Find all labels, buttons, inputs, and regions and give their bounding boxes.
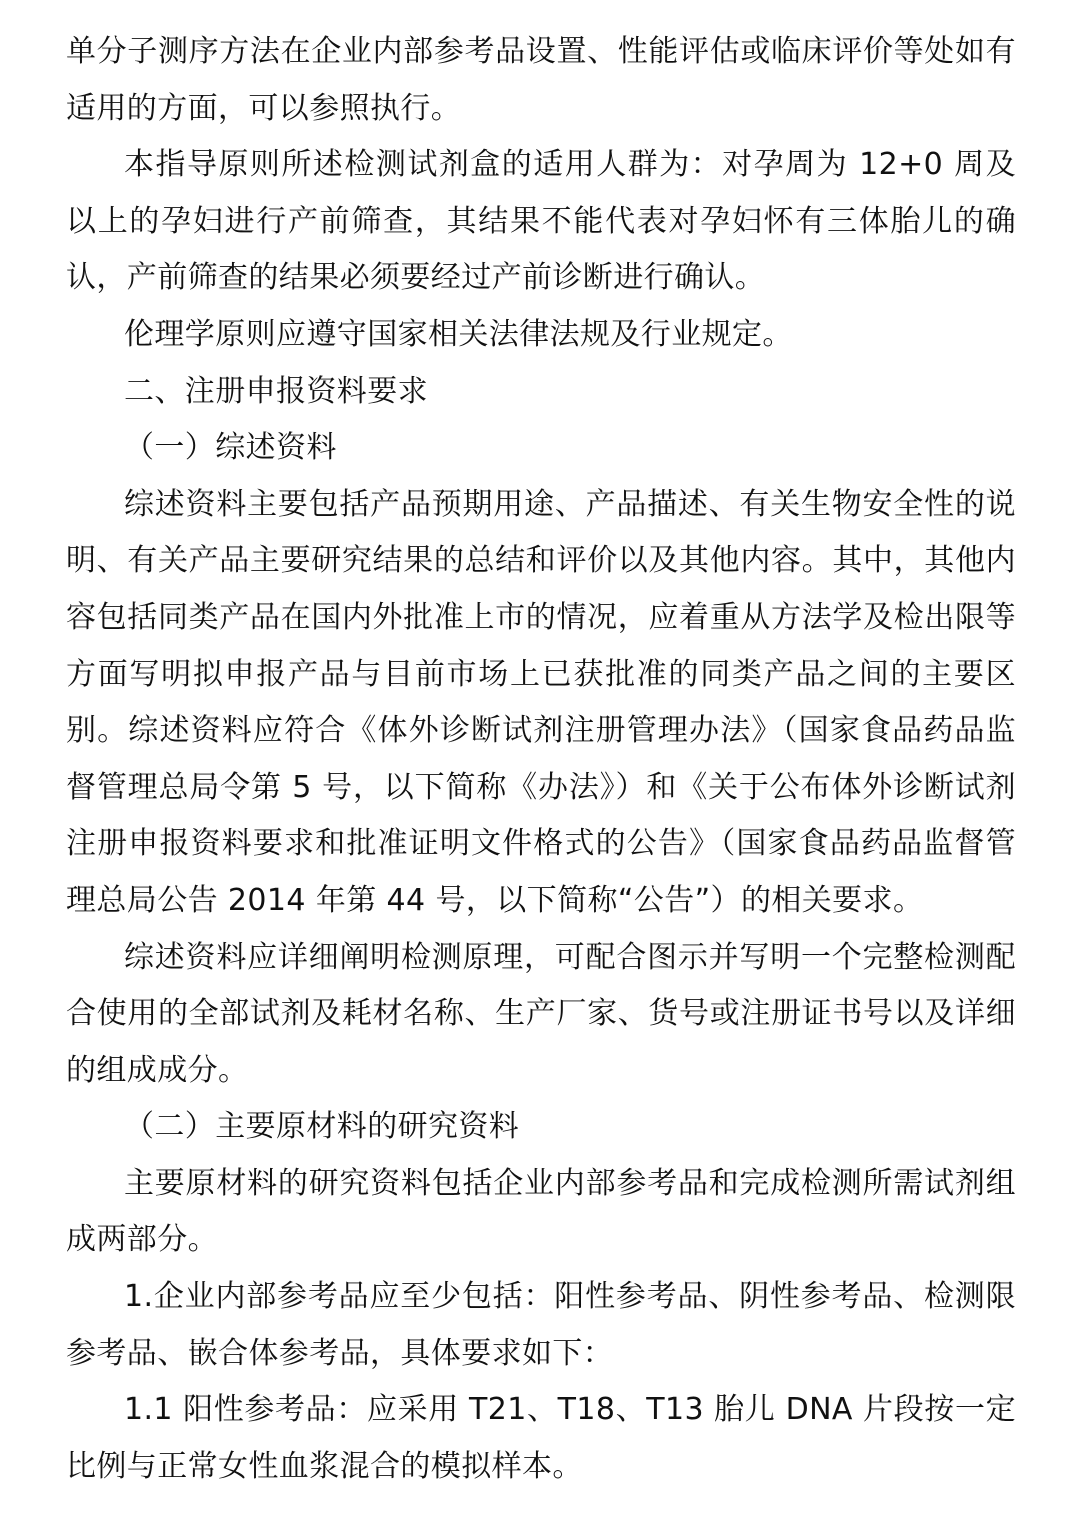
document-page [66,24,1016,1495]
paragraph-6: 综述资料主要包括产品预期用途、产品描述、有关生物安全性的说明、有关产品主要研究结果的总结和评价以及其他内容。其中，其他内容包括同类产品在国内外批准上市的情况，应着重从方法学及检出限等方面写明拟申报产品与目前市场上已获批准的同类产品之间的主要区别。综述资料应符合《体外诊断试剂注册管理办法》（国家食品药品监督管理总局令第 5 号，以下简称《办法》）和《关于公布体外诊断试剂注册申报资料要求和批准证明文件格式的公告》（国家食品药品监督管理总局公告 2014 年第 44 号，以下简称“公告”）的相关要求。 [66,486,1016,918]
subsection-heading-1: （一）综述资料 [124,430,337,466]
paragraph-7: 综述资料应详细阐明检测原理，可配合图示并写明一个完整检测配合使用的全部试剂及耗材名称、生产厂家、货号或注册证书号以及详细的组成成分。 [66,939,1016,1088]
paragraph-1: 单分子测序方法在企业内部参考品设置、性能评估或临床评价等处如有适用的方面，可以参照执行。 [66,34,1016,126]
section-heading-2: 二、注册申报资料要求 [124,373,428,409]
paragraph-2: 本指导原则所述检测试剂盒的适用人群为：对孕周为 12+0 周及以上的孕妇进行产前筛查，其结果不能代表对孕妇怀有三体胎儿的确认，产前筛查的结果必须要经过产前诊断进行确认。 [66,147,1016,296]
paragraph-3: 伦理学原则应遵守国家相关法律法规及行业规定。 [124,316,793,352]
paragraph-9: 主要原材料的研究资料包括企业内部参考品和完成检测所需试剂组成两部分。 [66,1165,1016,1258]
paragraph-10: 1.企业内部参考品应至少包括：阳性参考品、阴性参考品、检测限参考品、嵌合体参考品，具体要求如下： [66,1279,1016,1371]
subsection-heading-2: （二）主要原材料的研究资料 [124,1109,520,1145]
paragraph-11: 1.1 阳性参考品：应采用 T21、T18、T13 胎儿 DNA 片段按一定比例与正常女性血浆混合的模拟样本。 [66,1392,1016,1484]
